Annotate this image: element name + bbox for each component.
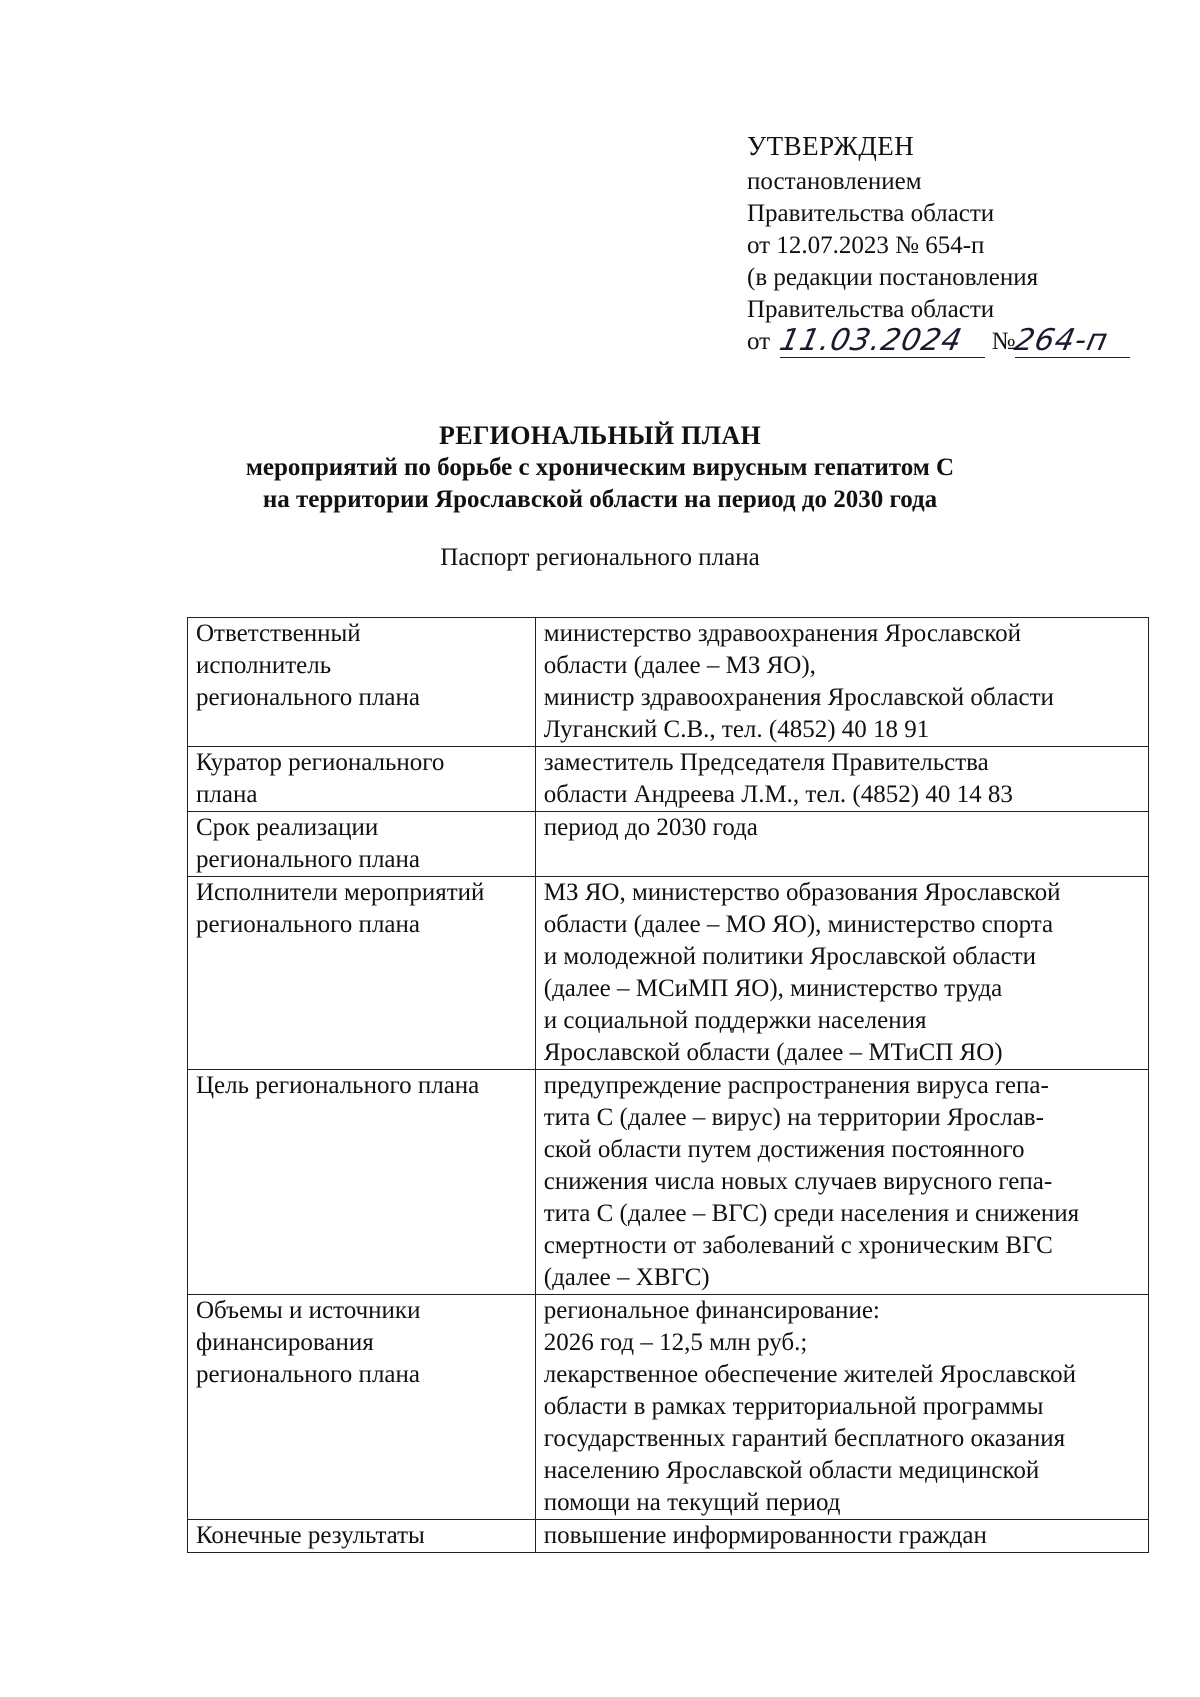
approval-number-label: №	[991, 328, 1016, 355]
passport-heading: Паспорт регионального плана	[440, 544, 760, 571]
passport-table-body	[188, 618, 1149, 1553]
handwritten-date-field	[776, 323, 985, 358]
value-line: Луганский С.В., тел. (4852) 40 18 91	[543, 716, 930, 743]
passport-row-label	[188, 812, 536, 877]
document-subtitle-1: мероприятий по борьбе с хроническим вирусным гепатитом С	[245, 454, 955, 481]
passport-row-value	[535, 747, 1148, 812]
passport-row-label	[188, 747, 536, 812]
value-line: министр здравоохранения Ярославской области	[543, 684, 1054, 711]
value-line: (далее – МСиМП ЯО), министерство труда	[543, 975, 1003, 1002]
label-line: Объемы и источники	[196, 1297, 421, 1324]
approval-line-3: от 12.07.2023 № 654-п	[747, 232, 985, 259]
passport-row	[188, 812, 1149, 877]
passport-row	[188, 747, 1149, 812]
value-line: смертности от заболеваний с хроническим ВГС	[543, 1232, 1053, 1259]
approval-title: УТВЕРЖДЕН	[747, 131, 915, 161]
approval-from-label: от	[747, 328, 771, 355]
label-line: Конечные результаты	[196, 1522, 425, 1549]
value-line: предупреждение распространения вируса гепа-	[543, 1072, 1049, 1099]
value-line: помощи на текущий период	[543, 1489, 841, 1516]
label-line: регионального плана	[196, 1361, 420, 1388]
label-line: регионального плана	[196, 684, 420, 711]
value-line: министерство здравоохранения Ярославской	[543, 620, 1022, 647]
approval-stamp	[747, 130, 1130, 358]
passport-row-value	[535, 1070, 1148, 1295]
passport-row-label	[188, 1520, 536, 1553]
passport-row	[188, 618, 1149, 747]
approval-line-2: Правительства области	[747, 200, 995, 227]
passport-row-value	[535, 812, 1148, 877]
passport-row-value	[535, 618, 1148, 747]
passport-row	[188, 1520, 1149, 1553]
label-line: Ответственный	[196, 620, 361, 647]
label-line: Цель регионального плана	[196, 1072, 480, 1099]
document-heading	[0, 420, 1200, 574]
value-line: населению Ярославской области медицинской	[543, 1457, 1040, 1484]
value-line: снижения числа новых случаев вирусного гепа-	[543, 1168, 1053, 1195]
passport-row-label	[188, 877, 536, 1070]
value-line: тита С (далее – ВГС) среди населения и снижения	[543, 1200, 1080, 1227]
handwritten-number-field	[1011, 323, 1130, 358]
approval-line-5: Правительства области	[747, 296, 995, 323]
value-line: МЗ ЯО, министерство образования Ярославской	[543, 879, 1061, 906]
handwritten-date: 11.03.2024	[776, 323, 966, 358]
passport-row	[188, 1295, 1149, 1520]
label-line: регионального плана	[196, 911, 420, 938]
value-line: 2026 год – 12,5 млн руб.;	[543, 1329, 808, 1356]
label-line: Куратор регионального	[196, 749, 445, 776]
passport-row	[188, 877, 1149, 1070]
passport-row-value	[535, 1520, 1148, 1553]
value-line: ской области путем достижения постоянного	[543, 1136, 1025, 1163]
value-line: региональное финансирование:	[543, 1297, 880, 1324]
value-line: период до 2030 года	[543, 814, 758, 841]
label-line: плана	[196, 781, 258, 808]
value-line: (далее – ХВГС)	[543, 1264, 710, 1291]
passport-row-label	[188, 1070, 536, 1295]
label-line: Срок реализации	[196, 814, 379, 841]
value-line: и молодежной политики Ярославской области	[543, 943, 1036, 970]
document-subtitle-2: на территории Ярославской области на период до 2030 года	[262, 486, 938, 513]
handwritten-number: 264-п	[1011, 323, 1112, 358]
label-line: исполнитель	[196, 652, 332, 679]
approval-line-1: постановлением	[747, 168, 922, 195]
value-line: тита С (далее – вирус) на территории Ярослав-	[543, 1104, 1044, 1131]
passport-row-value	[535, 877, 1148, 1070]
value-line: Ярославской области (далее – МТиСП ЯО)	[543, 1039, 1003, 1066]
value-line: лекарственное обеспечение жителей Ярославской	[543, 1361, 1077, 1388]
passport-row-label	[188, 618, 536, 747]
value-line: повышение информированности граждан	[543, 1522, 987, 1549]
passport-row-label	[188, 1295, 536, 1520]
approval-line-4: (в редакции постановления	[747, 264, 1039, 291]
label-line: регионального плана	[196, 846, 420, 873]
passport-table	[187, 617, 1149, 1553]
value-line: и социальной поддержки населения	[543, 1007, 927, 1034]
value-line: области Андреева Л.М., тел. (4852) 40 14 83	[543, 781, 1013, 808]
passport-row	[188, 1070, 1149, 1295]
value-line: области (далее – МЗ ЯО),	[543, 652, 816, 679]
passport-row-value	[535, 1295, 1148, 1520]
document-title: РЕГИОНАЛЬНЫЙ ПЛАН	[439, 421, 761, 450]
value-line: области (далее – МО ЯО), министерство спорта	[543, 911, 1054, 938]
label-line: финансирования	[196, 1329, 374, 1356]
approval-handwritten-line	[747, 323, 1130, 358]
label-line: Исполнители мероприятий	[196, 879, 485, 906]
value-line: области в рамках территориальной программы	[543, 1393, 1044, 1420]
value-line: заместитель Председателя Правительства	[543, 749, 989, 776]
value-line: государственных гарантий бесплатного оказания	[543, 1425, 1066, 1452]
